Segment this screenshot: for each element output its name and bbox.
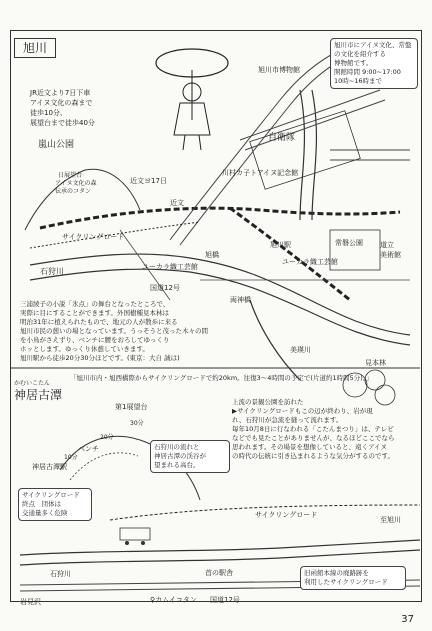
distance-10-label: 10分	[64, 454, 78, 461]
chikabumi-stop-label: 近文ヨ17日	[130, 177, 167, 185]
cycling-road-2-label: サイクリングロード	[255, 511, 318, 519]
kawamura-label: 川村カ子トアイヌ記念館	[222, 169, 299, 177]
access-note: JR近文より7日下車 アイヌ文化の森まで 徒歩10分、 展望台まで徒歩40分	[30, 89, 95, 127]
yukara-factory-2-label: ユーカラ織工芸館	[282, 258, 338, 266]
ishikari-river-2a	[20, 540, 420, 555]
railway-line	[40, 208, 400, 228]
ishikari-river-2-label: 石狩川	[50, 570, 71, 578]
jieitai-label: 自衛隊	[268, 133, 296, 143]
arashiyama-hill	[25, 169, 140, 230]
view-tower-label: 第1展望台	[115, 403, 148, 411]
hyoten-note: 三浦綾子の小説「氷点」の舞台となったところで、 実際に目にすることができます。外国樹種見本林は 明治31年に植えられたもので、地元の人が散歩に来る 旭川市民の憩いの場となっています。うっそうと茂った木々の間 を小鳥がさえずり、ベンチに腰をおろしてゆっくり ホッとします。ゆっくり休憩していきます。 旭川駅から徒歩20分30分ほどです。(東京：大自 誠は)	[20, 300, 208, 362]
asahibashi-label: 旭橋	[205, 251, 219, 259]
bieigawa-label: 美瑛川	[290, 346, 311, 354]
kamuikotan-description: 上流の景観公園を訪れた ▶サイクリングロードもこの辺が終わり、岩が現 れ、石狩川が急流を縫って流れます。 毎年10月8日に行なわれる「こたんまつり」は、テレビ などでも見たことがありませんが、なるほどここでなら 思われます。その場景を想像していると、遠くアイヌ の時代の伝統に引き込まれるような気分がするのです。	[232, 398, 395, 460]
museum-info-box: 旭川市にアイヌ文化、常盤 の文化を紹介する 博物館です。 開館時間 9:00~17:00 10時~16時まで	[330, 38, 418, 89]
section-title-asahikawa: 旭川	[14, 38, 56, 58]
kamuikotan-bus-label: ♀カムイコタン	[150, 596, 197, 604]
kokudo12-2-label: 国道12号	[210, 596, 240, 604]
chikabumi-label: 近文	[170, 199, 184, 207]
kamuikotan-reading: かむいこたん	[14, 380, 51, 387]
distance-20-label: 20分	[100, 434, 114, 441]
viewpoint-box: 石狩川の流れと 神居古潭の渓谷が 望まれる高台。	[150, 440, 230, 473]
iwamizawa-label: 岩見沢	[20, 598, 41, 606]
ushubetsu-river	[300, 90, 304, 220]
old-rail-box: 旧函館本線の廃路跡を 利用したサイクリングロード	[300, 566, 406, 590]
museum-label: 旭川市博物館	[258, 66, 300, 74]
cycling-road-label: サイクリングロード	[62, 233, 125, 241]
yukara-factory-label: ユーカラ織工芸館	[142, 263, 198, 271]
section-title-kamuikotan: 神居古潭	[14, 388, 63, 402]
art-museum-label: 道立 美術館	[380, 241, 401, 259]
kokudo12-label: 国道12号	[150, 284, 180, 292]
ishikari-river-label: 石狩川	[40, 267, 64, 276]
page-number: 37	[401, 614, 414, 625]
cycling-end-box: サイクリングロード 終点 団体は 交通量多く危険	[18, 488, 92, 521]
kamuikotan-station-label: 神居古潭駅	[32, 463, 67, 471]
tenbodai-label: 日展望台	[58, 172, 83, 179]
to-asahikawa-label: 至旭川	[380, 516, 401, 524]
bench-label: ベンチ	[78, 445, 99, 453]
train-car-icon	[120, 528, 150, 540]
tokiwa-park-label: 常磐公園	[335, 239, 363, 247]
route-note: 「旭川市内・旭西橋際からサイクリングロードで約20km。往復3〜4時間の予定で(片道約1時間5分)。」	[70, 374, 373, 382]
ainu-mori-label: アイヌ文化の森 伝承のコタン	[55, 180, 97, 195]
mihonrin-label: 見本林	[365, 359, 386, 367]
arashiyama-label: 嵐山公園	[38, 140, 75, 150]
asahikawa-station-label: 旭川駅	[270, 241, 291, 249]
bus-stop-label: 首の駅舎	[205, 569, 233, 577]
ryoshin-bridge-label: 両神橋	[230, 296, 251, 304]
distance-30-label: 30分	[130, 420, 144, 427]
